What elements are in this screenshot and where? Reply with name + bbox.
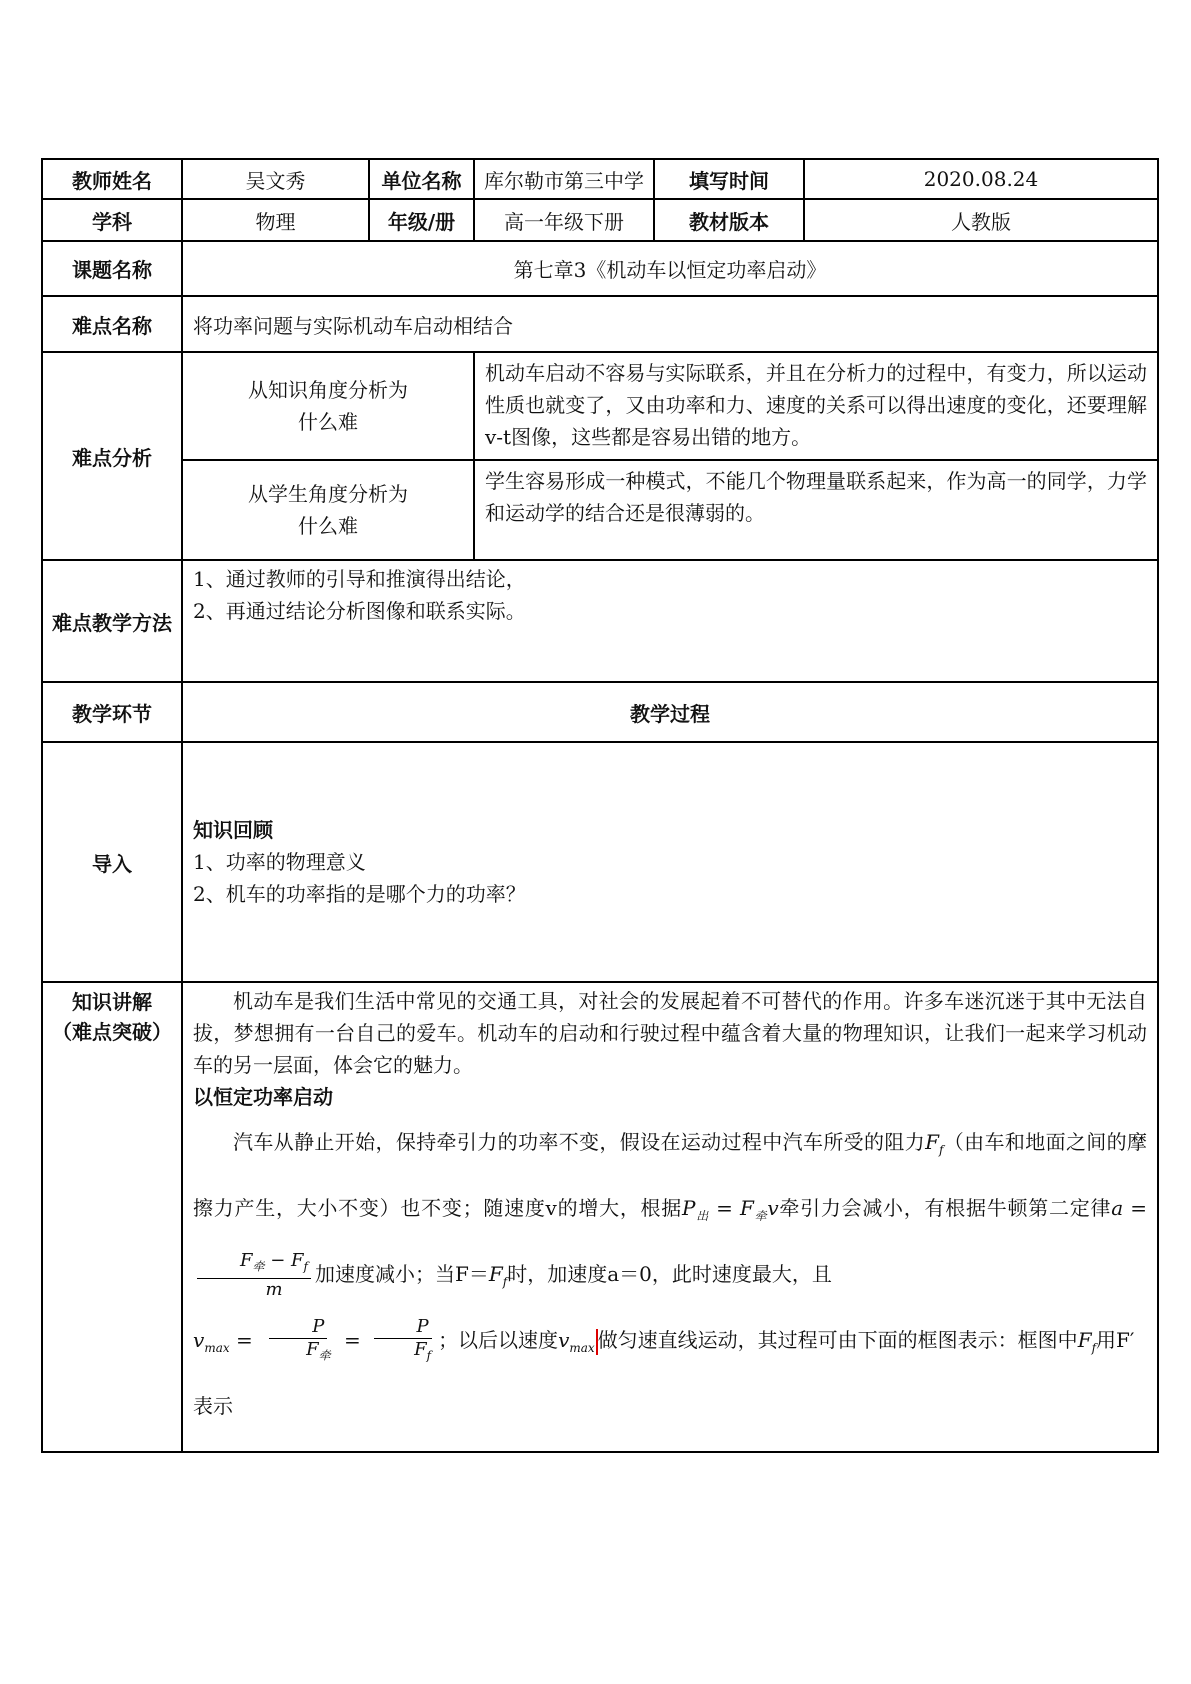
student-angle-label-line-1: 从学生角度分析为 [248, 482, 408, 506]
vmax-equation: $v_{max}$ = $\frac{P}{F_牵}$ = $\frac{P}{F_f}$ [193, 1316, 432, 1363]
knowledge-text-b: （由车和地面之间的摩擦力产生，大小不变）也不变；随速度v的增大，根据 [193, 1130, 1148, 1220]
knowledge-text-i: 表示 [193, 1394, 233, 1418]
edition-value: 人教版 [804, 199, 1158, 241]
knowledge-angle-text: 机动车启动不容易与实际联系，并且在分析力的过程中，有变力，所以运动性质也就变了，又由功率和力、速度的关系可以得出速度的变化，还要理解v-t图像，这些都是容易出错的地方。 [474, 352, 1158, 460]
process-header-row [42, 682, 1158, 742]
analysis-label: 难点分析 [42, 352, 182, 560]
friction-force-symbol-2: $F_f$ [488, 1262, 508, 1289]
knowledge-text-a: 汽车从静止开始，保持牵引力的功率不变，假设在运动过程中汽车所受的阻力 [233, 1130, 926, 1154]
knowledge-angle-label-line-2: 什么难 [298, 410, 358, 434]
acceleration-equation: a = $\frac{F_牵 - F_f}{m}$ [193, 1196, 1147, 1286]
knowledge-section-title: 以恒定功率启动 [193, 1085, 333, 1109]
friction-force-symbol: $F_f$ [925, 1130, 944, 1157]
f-prime-symbol: F′ [1116, 1328, 1135, 1352]
knowledge-text-h: 用 [1096, 1328, 1117, 1352]
friction-force-symbol-3: $F_f$ [1077, 1328, 1097, 1355]
unit-value: 库尔勒市第三中学 [474, 159, 654, 199]
date-value: 2020.08.24 [804, 159, 1158, 199]
stage-label: 教学环节 [42, 682, 182, 742]
knowledge-content [182, 982, 1158, 1452]
difficulty-label: 难点名称 [42, 296, 182, 352]
knowledge-label-line-1: 知识讲解 [72, 990, 152, 1014]
topic-row [42, 241, 1158, 296]
knowledge-text-c: 牵引力会减小，有根据牛顿第二定律 [778, 1196, 1112, 1220]
vmax-symbol: $v_{max}$ [558, 1328, 595, 1355]
knowledge-label [42, 982, 182, 1452]
difficulty-value: 将功率问题与实际机动车启动相结合 [182, 296, 1158, 352]
knowledge-intro-text: 机动车是我们生活中常见的交通工具，对社会的发展起着不可替代的作用。许多车迷沉迷于其中无法自拔，梦想拥有一台自己的爱车。机动车的启动和行驶过程中蕴含着大量的物理知识，让我们一起来学习机动车的另一层面，体会它的魅力。 [193, 989, 1147, 1077]
topic-label: 课题名称 [42, 241, 182, 296]
teacher-label: 教师姓名 [42, 159, 182, 199]
topic-value: 第七章3《机动车以恒定功率启动》 [182, 241, 1158, 296]
intro-item-1: 1、功率的物理意义 [193, 850, 366, 874]
student-angle-label-line-2: 什么难 [298, 514, 358, 538]
knowledge-paragraph [193, 1113, 1147, 1435]
intro-item-2: 2、机车的功率指的是哪个力的功率？ [193, 882, 526, 906]
date-label: 填写时间 [654, 159, 804, 199]
header-row-1 [42, 159, 1158, 199]
method-row [42, 560, 1158, 682]
edition-label: 教材版本 [654, 199, 804, 241]
power-equation: $P_出 = F_牵v$ [682, 1196, 779, 1223]
knowledge-text-d: 加速度减小；当F＝ [314, 1262, 489, 1286]
method-label: 难点教学方法 [42, 560, 182, 682]
intro-title: 知识回顾 [193, 818, 273, 842]
knowledge-row [42, 982, 1158, 1452]
analysis-row-knowledge [42, 352, 1158, 460]
teacher-value: 吴文秀 [182, 159, 369, 199]
grade-label: 年级/册 [369, 199, 474, 241]
intro-content [182, 742, 1158, 982]
student-angle-label [182, 460, 474, 560]
knowledge-angle-label [182, 352, 474, 460]
unit-label: 单位名称 [369, 159, 474, 199]
process-label: 教学过程 [182, 682, 1158, 742]
knowledge-text-e: 时，加速度a＝0，此时速度最大，且 [507, 1262, 832, 1286]
intro-row [42, 742, 1158, 982]
method-item-1: 1、通过教师的引导和推演得出结论， [193, 567, 526, 591]
method-list [182, 560, 1158, 682]
intro-label: 导入 [42, 742, 182, 982]
subject-value: 物理 [182, 199, 369, 241]
analysis-row-student [42, 460, 1158, 560]
difficulty-row [42, 296, 1158, 352]
header-row-2 [42, 199, 1158, 241]
grade-value: 高一年级下册 [474, 199, 654, 241]
knowledge-text-f: ；以后以速度 [438, 1328, 559, 1352]
knowledge-text-g: 做匀速直线运动，其过程可由下面的框图表示：框图中 [597, 1328, 1078, 1352]
student-angle-text: 学生容易形成一种模式，不能几个物理量联系起来，作为高一的同学，力学和运动学的结合还是很薄弱的。 [474, 460, 1158, 560]
knowledge-angle-label-line-1: 从知识角度分析为 [248, 378, 408, 402]
method-item-2: 2、再通过结论分析图像和联系实际。 [193, 599, 526, 623]
knowledge-label-line-2: （难点突破） [52, 1020, 172, 1044]
lesson-plan-table [41, 158, 1159, 1453]
subject-label: 学科 [42, 199, 182, 241]
